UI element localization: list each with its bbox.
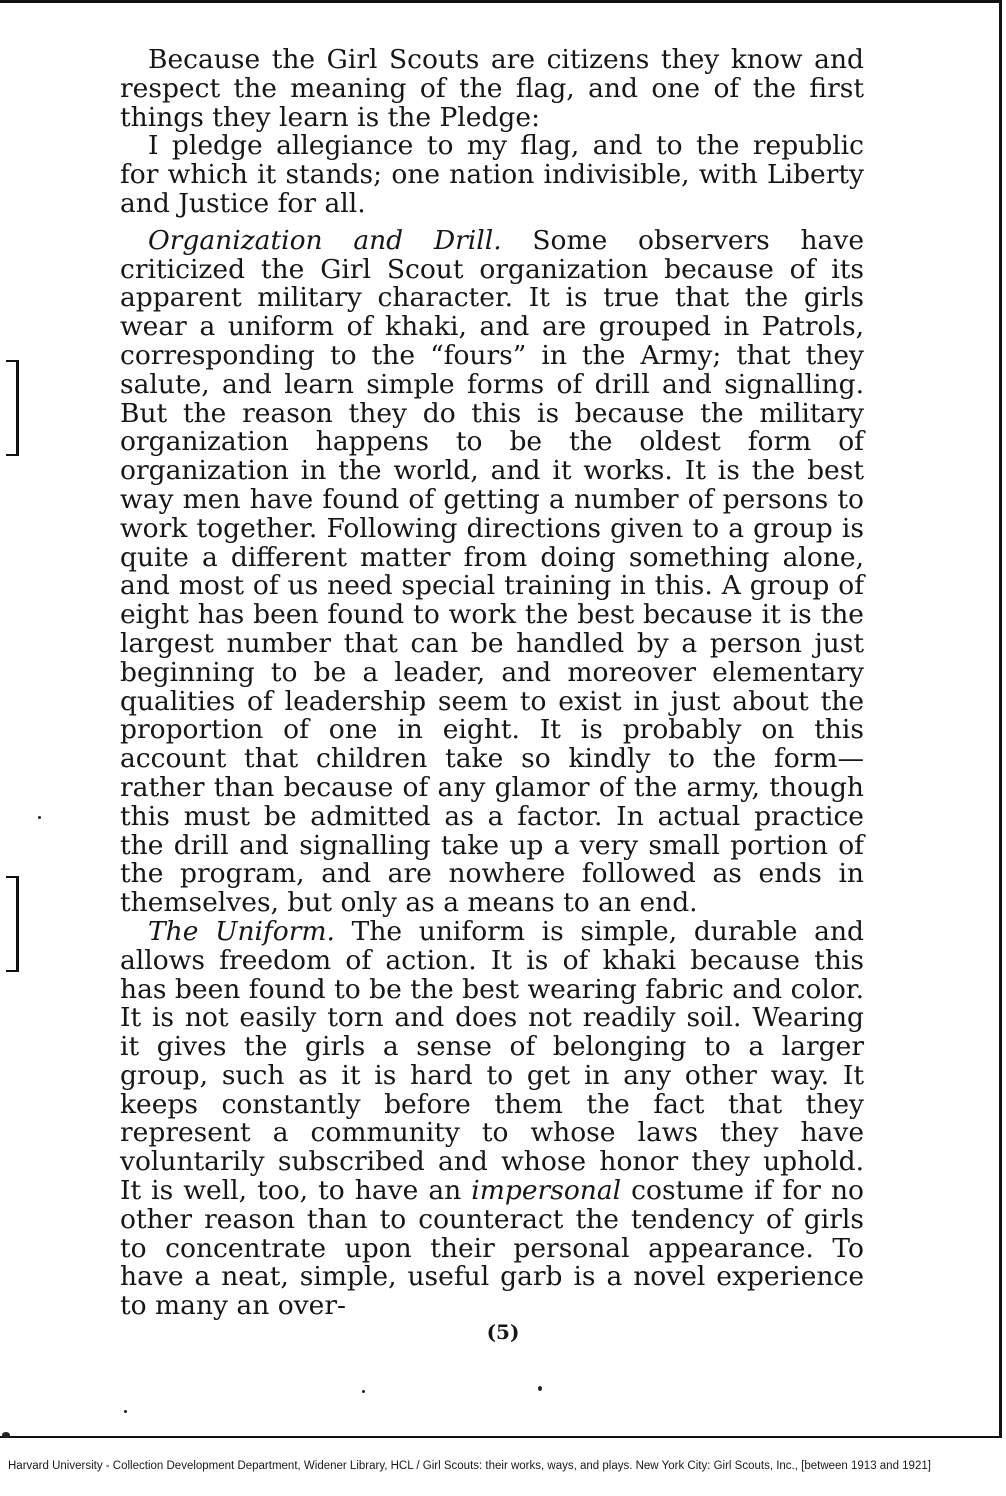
section-heading-organization-and-drill: Organization and Drill. <box>148 224 502 256</box>
paragraph-text: Some observers have criticized the Girl Scout organization because of its apparent military character. It is true that the girls wear a uniform of khaki, and are grouped in Patrols, corresponding to the “fours” in the Army; that they salute, and learn simple forms of drill and signalling. But the reason they do this is because the military organization happens to be the oldest form of organization in the world, and it works. It is the best way men have found of getting a number of persons to work together. Following directions given to a group is quite a different matter from doing something alone, and most of us need special training in this. A group of eight has been found to work the best because it is the largest number that can be handled by a person just beginning to be a leader, and moreover elementary qualities of leadership seem to exist in just about the proportion of one in eight. It is probably on this account that children take so kindly to the form—rather than because of any glamor of the army, though this must be admitted as a factor. In actual practice the drill and signalling take up a very small portion of the program, and are nowhere followed as ends in themselves, but only as a means to an end. <box>120 224 865 919</box>
paragraph-pledge: I pledge allegiance to my flag, and to the republic for which it stands; one nation indivisible, with Liberty and Justice for all. <box>120 130 864 219</box>
ink-speck <box>38 816 41 819</box>
library-citation: Harvard University - Collection Development Department, Widener Library, HCL / Girl Scouts: their works, ways, and plays. New York City: Girl Scouts, Inc., [between 1913 and 1921] <box>8 1460 931 1472</box>
margin-bracket-mark <box>6 876 19 972</box>
paragraph-text: The uniform is simple, durable and allows freedom of action. It is of khaki because this has been found to be the best wearing fabric and color. It is not easily torn and does not readily soil. Wearing it gives the girls a sense of belonging to a larger group, such as it is hard to get in any other way. It keeps constantly before them the fact that they represent a community to whose laws they have voluntarily subscribed and whose honor they uphold. It is well, too, to have an <box>120 915 864 1207</box>
margin-bracket-mark <box>6 360 19 456</box>
paragraph-text: costume if for no other reason than to counteract the tendency of girls to concentrate upon their personal appearance. To have a neat, simple, useful garb is a novel experience to many an over- <box>120 1175 864 1322</box>
ink-speck <box>538 1386 542 1391</box>
paragraph-flag: Because the Girl Scouts are citizens they know and respect the meaning of the flag, and one of the first things they learn is the Pledge: <box>120 44 864 133</box>
ink-speck <box>2 1432 10 1438</box>
ink-speck <box>362 1390 365 1393</box>
paragraph-organization-and-drill <box>120 224 865 919</box>
section-heading-the-uniform: The Uniform. <box>148 915 335 947</box>
emphasized-word: impersonal <box>471 1175 622 1207</box>
paragraph-the-uniform <box>120 915 864 1322</box>
page-body <box>120 46 864 1321</box>
ink-speck <box>124 1410 127 1413</box>
page-number: (5) <box>486 1320 520 1344</box>
